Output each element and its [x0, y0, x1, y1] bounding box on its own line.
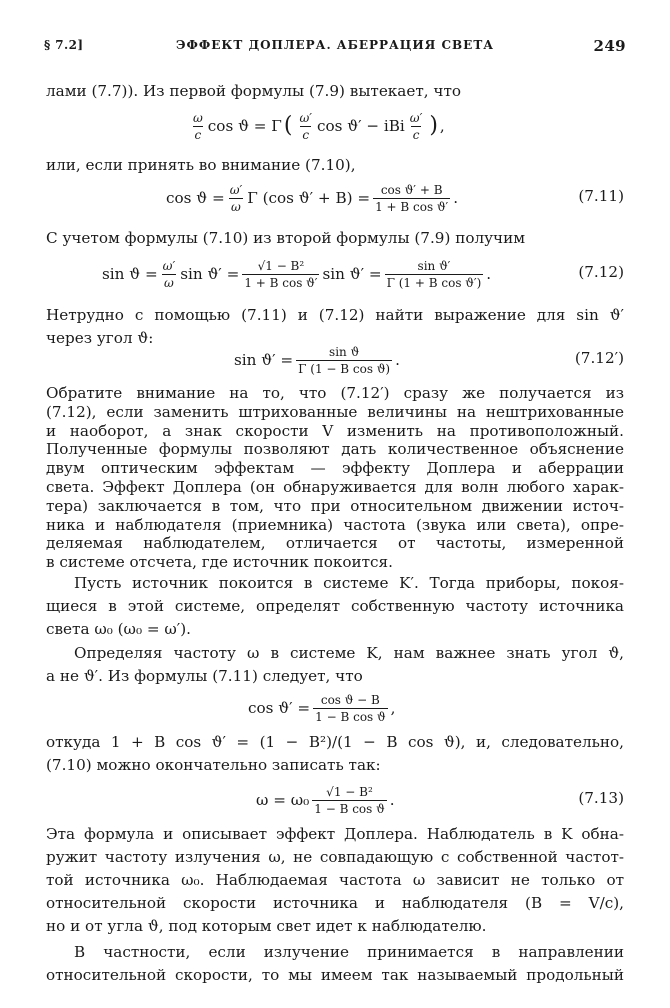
text-line: света ω₀ (ω₀ = ω′). [46, 620, 191, 638]
page-number: 249 [593, 37, 626, 55]
text-line: двум оптическим эффектам — эффекту Доплера и аберрации [46, 459, 624, 478]
paragraph-2 [46, 154, 624, 177]
text-line: щиеся в этой системе, определят собственную частоту источника [46, 597, 624, 615]
equation-text: , [390, 699, 396, 717]
text-line: лами (7.7)). Из первой формулы (7.9) вытекает, что [46, 82, 461, 100]
equation-text: cos ϑ′ = [248, 699, 311, 717]
equation-text: . [389, 791, 395, 809]
fraction: $\frac{\omega'}{\omega}$ [229, 182, 243, 214]
paragraph-10 [46, 941, 624, 987]
text-line: (7.12), если заменить штрихованные величины на нештрихованные [46, 402, 624, 421]
equation-7-12-prime [46, 340, 624, 380]
running-title: ЭФФЕКТ ДОПЛЕРА. АБЕРРАЦИЯ СВЕТА [175, 38, 495, 52]
equation-number: (7.13) [578, 789, 624, 807]
equation-cos-theta-prime [46, 688, 624, 728]
equation-text: sin ϑ′ = [234, 351, 294, 369]
paragraph-9 [46, 823, 624, 938]
paragraph-3 [46, 227, 624, 250]
equation-1 [46, 106, 624, 146]
text-line: и наоборот, а знак скорости V изменить на противоположный. [46, 421, 624, 440]
paren-close: ) [429, 113, 438, 138]
paragraph-1 [46, 80, 624, 103]
text-line: Эта формула и описывает эффект Доплера. Наблюдатель в K обна- [46, 825, 624, 843]
text-line: С учетом формулы (7.10) из второй формулы (7.9) получим [46, 229, 526, 247]
text-line: Определяя частоту ω в системе K, нам важнее знать угол ϑ, [74, 644, 624, 662]
text-line: Пусть источник покоится в системе K′. Тогда приборы, покоя- [74, 574, 624, 592]
text-line: той источника ω₀. Наблюдаемая частота ω зависит не только от [46, 871, 624, 889]
paragraph-7 [46, 642, 624, 688]
equation-text: Γ (cos ϑ′ + B) = [247, 189, 371, 207]
fraction: $\frac{\text{√1 − B²}}{\text{1 − B cos ϑ}}$ [314, 784, 385, 816]
paragraph-5 [46, 384, 624, 572]
equation-text: sin ϑ = [102, 265, 158, 283]
text-line: через угол ϑ: [46, 329, 154, 347]
fraction: $\frac{\text{sin ϑ}}{\text{Γ (1 − B cos ϑ)}}$ [298, 344, 391, 376]
text-line: Полученные формулы позволяют дать количественное объяснение [46, 440, 624, 459]
equation-text: ω = ω₀ [256, 791, 310, 809]
fraction: $\frac{\omega'}{c}$ [299, 110, 312, 142]
equation-text: cos ϑ = Γ [207, 117, 282, 135]
fraction: $\frac{\text{sin ϑ′}}{\text{Γ (1 + B cos ϑ′)}}$ [386, 258, 482, 290]
equation-text: cos ϑ′ − iBi [316, 117, 405, 135]
fraction: $\frac{\text{√1 − B²}}{\text{1 + B cos ϑ′}}$ [244, 258, 318, 290]
equation-number: (7.11) [578, 187, 624, 205]
equation-number: (7.12′) [574, 349, 624, 367]
equation-7-12 [46, 254, 624, 294]
equation-text: . [395, 351, 400, 369]
running-header [44, 38, 626, 58]
equation-text: sin ϑ′ = [322, 265, 382, 283]
text-line: а не ϑ′. Из формулы (7.11) следует, что [46, 667, 363, 685]
text-line: относительной скорости источника и наблюдателя (B = V/c), [46, 894, 624, 912]
equation-7-13 [46, 780, 624, 820]
text-line: света. Эффект Доплера (он обнаруживается для волн любого харак- [46, 477, 624, 496]
fraction: $\frac{\text{cos ϑ′ + B}}{\text{1 + B cos ϑ′}}$ [375, 182, 449, 214]
text-line: Нетрудно с помощью (7.11) и (7.12) найти выражение для sin ϑ′ [46, 306, 624, 324]
equation-text: . [486, 265, 492, 283]
fraction: $\frac{\omega'}{c}$ [409, 110, 423, 142]
section-number: § 7.2] [44, 38, 84, 52]
text-line: В частности, если излучение принимается в направлении [74, 943, 624, 961]
equation-text: , [439, 117, 445, 135]
text-line: тера) заключается в том, что при относительном движении источ- [46, 496, 624, 515]
text-line: (7.10) можно окончательно записать так: [46, 756, 381, 774]
paren-open: ( [283, 113, 293, 138]
fraction: $\frac{\omega'}{\omega}$ [162, 258, 176, 290]
paragraph-6 [46, 572, 624, 641]
equation-7-11 [46, 178, 624, 218]
text-line: откуда 1 + B cos ϑ′ = (1 − B²)/(1 − B cos ϑ), и, следовательно, [46, 733, 624, 751]
text-line: но и от угла ϑ, под которым свет идет к наблюдателю. [46, 917, 487, 935]
equation-text: cos ϑ = [166, 189, 225, 207]
fraction: $\frac{\omega}{c}$ [193, 110, 203, 142]
fraction: $\frac{\text{cos ϑ − B}}{\text{1 − B cos ϑ}}$ [315, 692, 386, 724]
equation-number: (7.12) [578, 263, 624, 281]
text-line: ника и наблюдателя (приемника) частота (звука или света), опре- [46, 515, 624, 534]
text-line: в системе отсчета, где источник покоится. [46, 553, 393, 572]
equation-text: . [453, 189, 459, 207]
text-line: Обратите внимание на то, что (7.12′) сразу же получается из [46, 384, 624, 402]
text-line: ружит частоту излучения ω, не совпадающую с собственной частот- [46, 848, 624, 866]
text-line: или, если принять во внимание (7.10), [46, 156, 356, 174]
text-line: деляемая наблюдателем, отличается от частоты, измеренной [46, 534, 624, 553]
text-line: относительной скорости, то мы имеем так называемый продольный [46, 966, 624, 984]
equation-text: sin ϑ′ = [180, 265, 240, 283]
paragraph-8 [46, 731, 624, 777]
